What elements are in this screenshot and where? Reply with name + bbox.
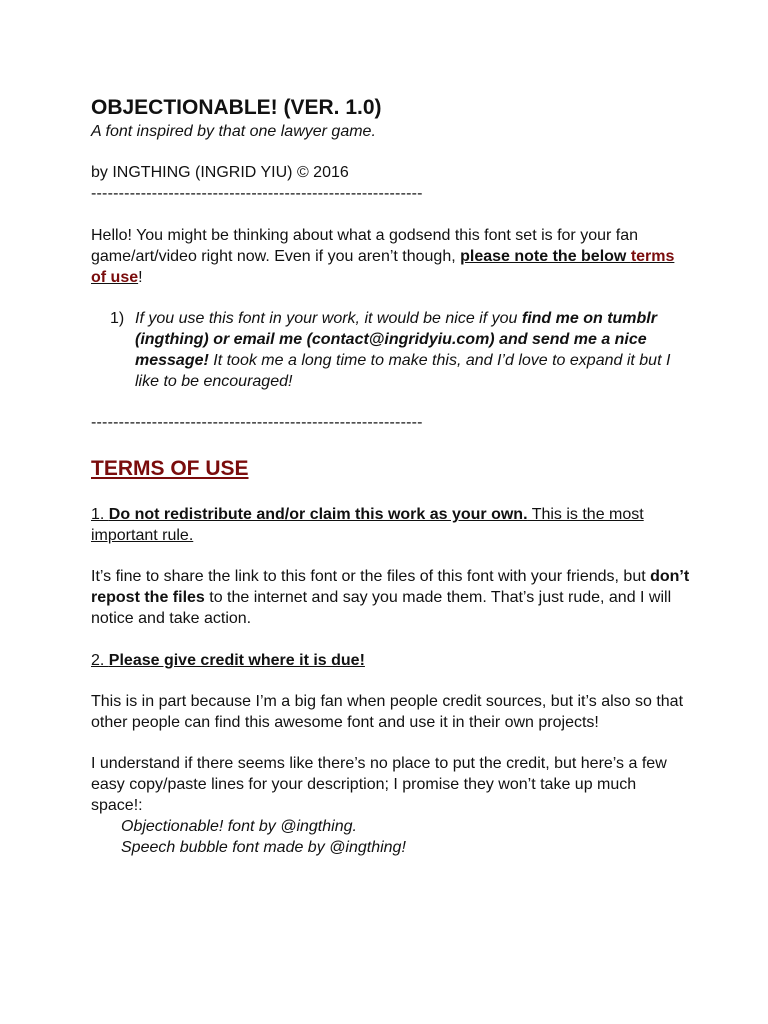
request-text	[135, 308, 691, 392]
rule-2-bold: Please give credit where it is due!	[108, 652, 365, 669]
paragraph-share-b: to the internet and say you made them. That’s just rude, and I will notice and take action.	[91, 589, 672, 627]
terms-heading: TERMS OF USE	[91, 457, 249, 480]
paragraph-share-a: It’s fine to share the link to this font or the files of this font with your friends, but	[91, 568, 651, 585]
rule-1-number: 1.	[91, 506, 109, 523]
request-text-bold: find me on tumblr (ingthing) or email me (contact@ingridyiu.com) and send me a nice message!	[135, 310, 657, 369]
rule-1-rest: This is the most important rule.	[91, 506, 644, 544]
document-title: OBJECTIONABLE! (VER. 1.0)	[91, 96, 382, 119]
terms-of-use-link[interactable]: terms of use	[91, 248, 675, 286]
intro-paragraph	[91, 225, 691, 288]
paragraph-credit-lines-intro: I understand if there seems like there’s no place to put the credit, but here’s a few easy copy/paste lines for your description; I promise they won’t take up much space!:	[91, 755, 667, 814]
intro-end: !	[138, 269, 143, 286]
rule-1-bold: Do not redistribute and/or claim this work as your own.	[108, 506, 528, 523]
document-page	[91, 94, 691, 858]
paragraph-share-bold: don’t repost the files	[91, 568, 690, 606]
divider-line-2: ------------------------------------------------------------	[91, 414, 423, 431]
request-number: 1)	[110, 310, 125, 327]
intro-note: please note the below	[460, 248, 631, 265]
request-text-a: If you use this font in your work, it would be nice if you	[135, 310, 522, 327]
rule-1	[91, 504, 691, 546]
credit-line-1: Objectionable! font by @ingthing.	[121, 818, 357, 835]
request-item	[110, 308, 691, 392]
request-text-b: It took me a long time to make this, and I’d love to expand it but I like to be encouraged!	[135, 352, 671, 390]
credit-line-2: Speech bubble font made by @ingthing!	[121, 839, 406, 856]
document-subtitle: A font inspired by that one lawyer game.	[91, 123, 376, 140]
rule-2-number: 2.	[91, 652, 109, 669]
paragraph-credit-reason: This is in part because I’m a big fan when people credit sources, but it’s also so that other people can find this awesome font and use it in their own projects!	[91, 693, 684, 731]
rule-2	[91, 650, 691, 671]
divider-line: ------------------------------------------------------------	[91, 185, 423, 202]
byline: by INGTHING (INGRID YIU) © 2016	[91, 164, 349, 181]
paragraph-share	[91, 566, 691, 629]
intro-text: Hello! You might be thinking about what a godsend this font set is for your fan game/art/video right now. Even if you aren’t though,	[91, 227, 639, 265]
